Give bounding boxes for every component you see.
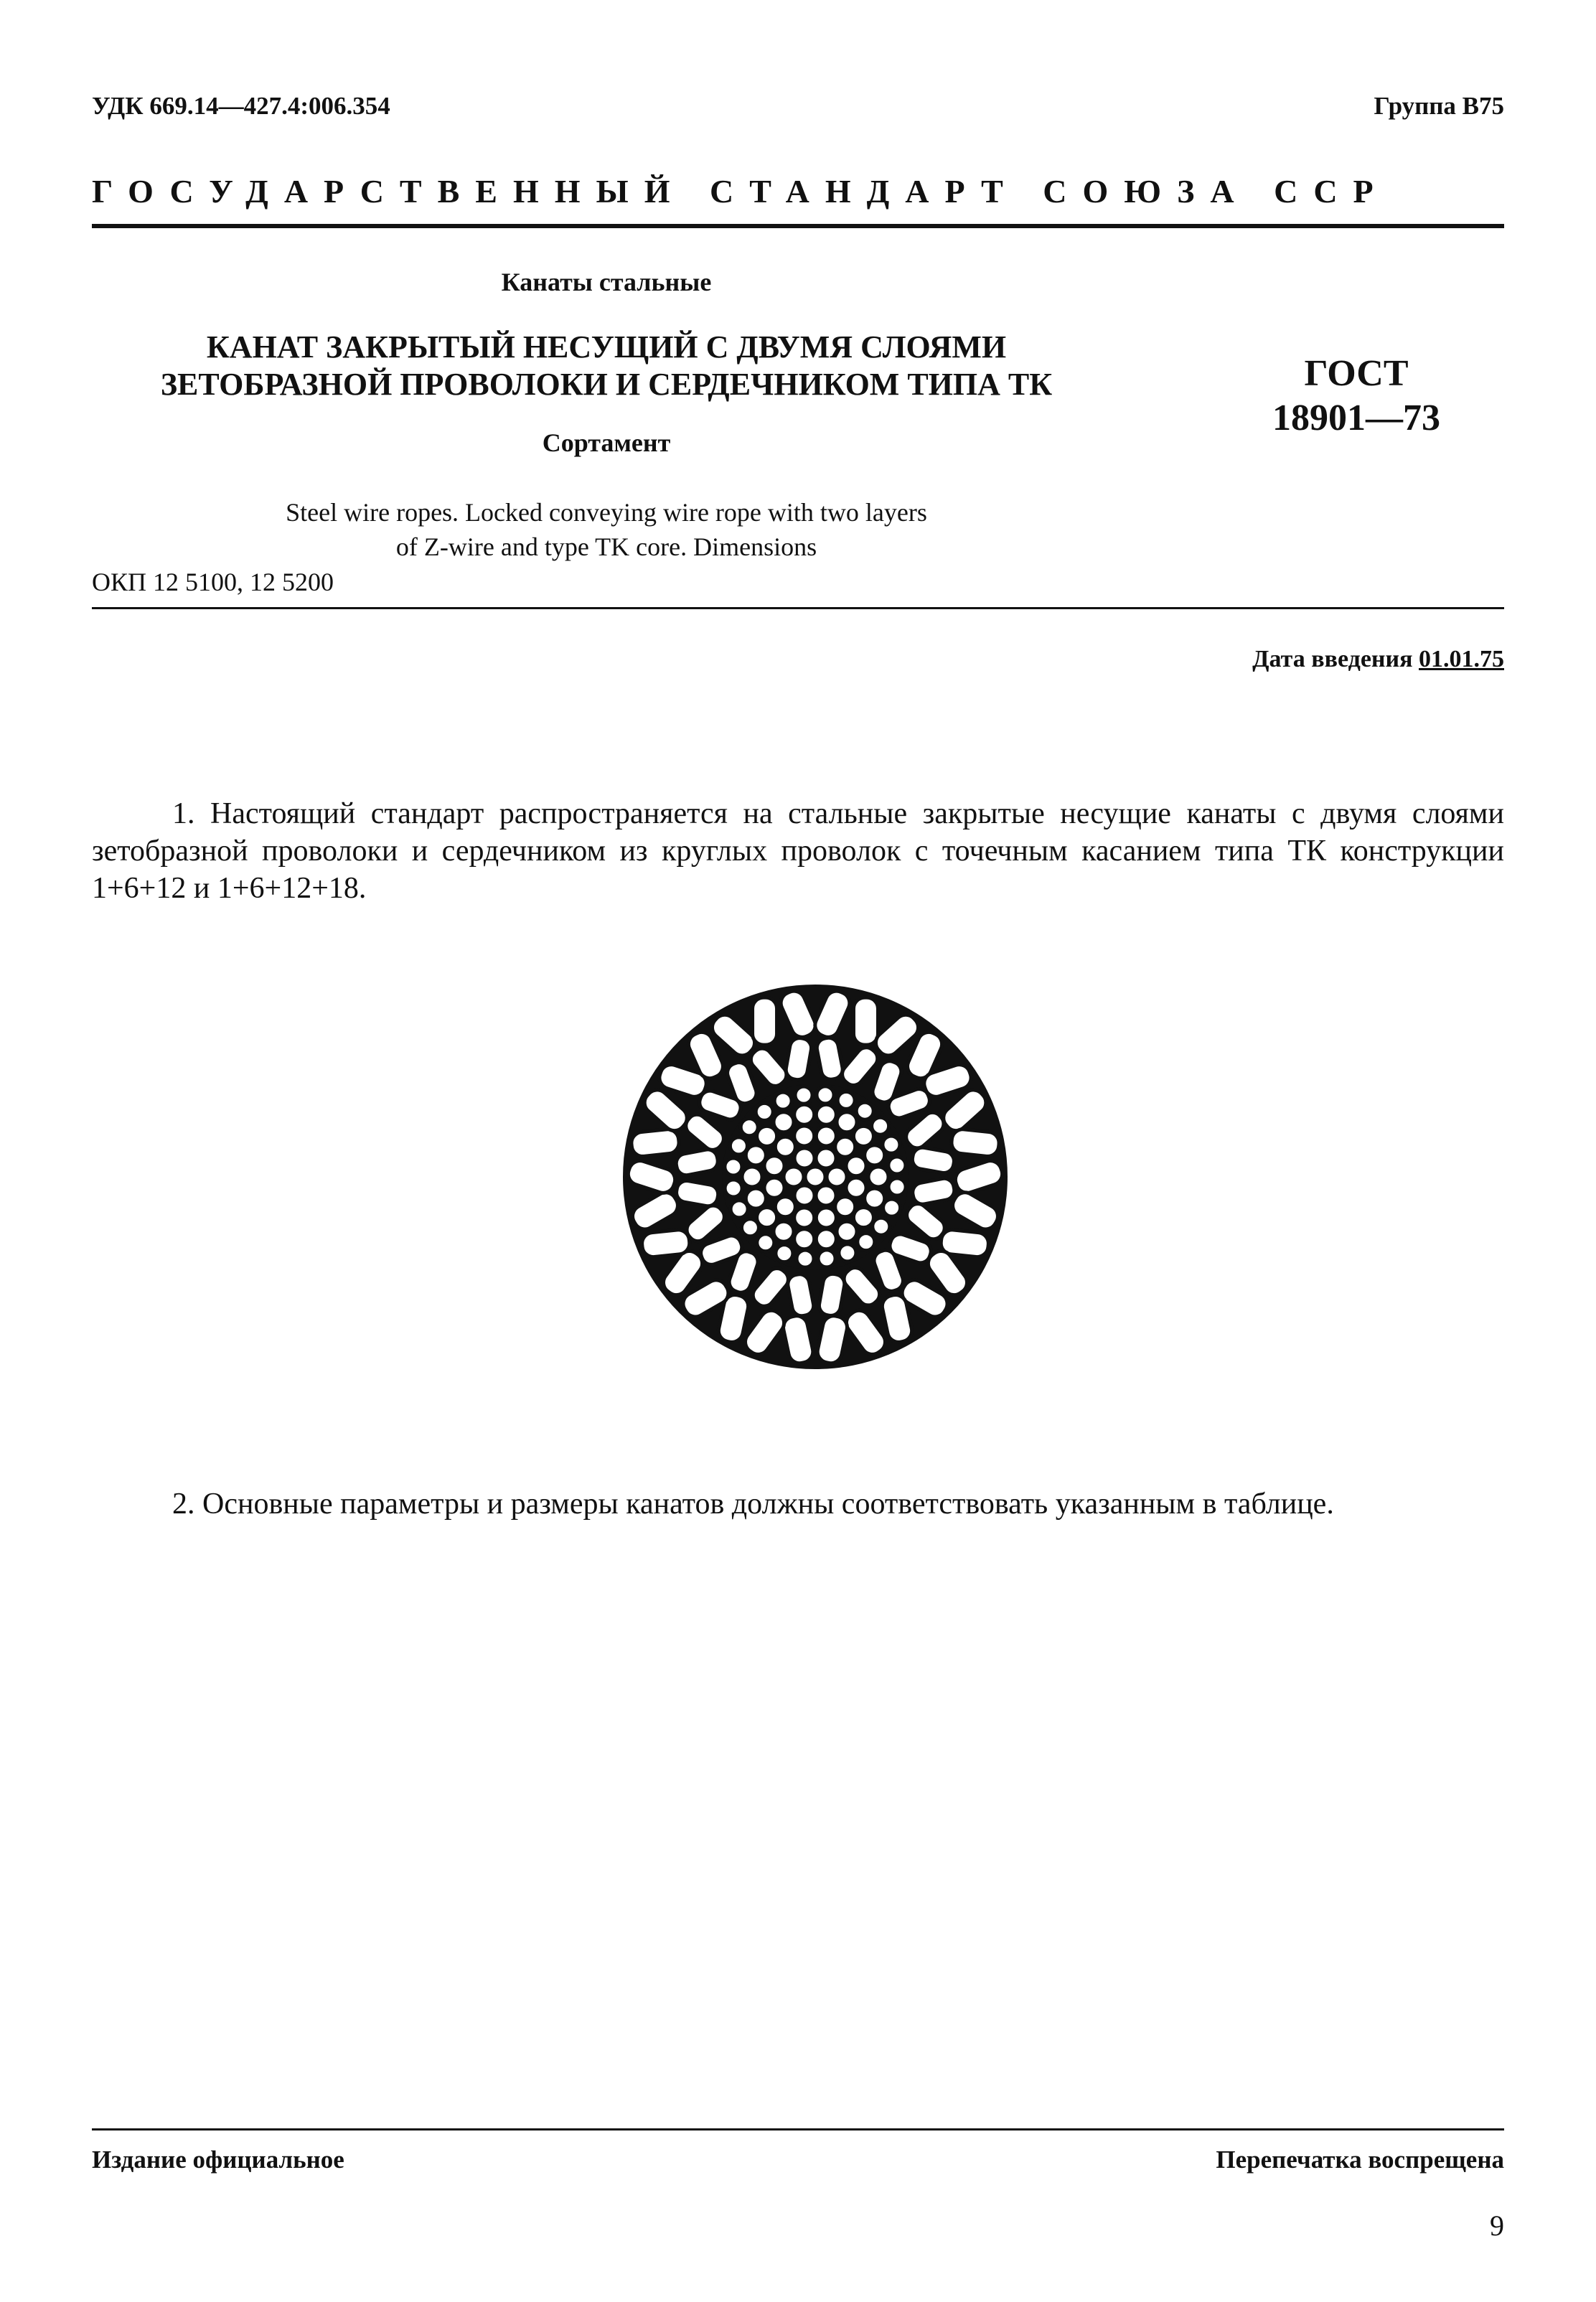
core-wire — [837, 1221, 857, 1241]
core-wire — [784, 1167, 804, 1187]
core-wire — [835, 1197, 855, 1217]
doc-title — [0, 329, 1213, 403]
english-title — [0, 495, 1213, 564]
gost-number: 18901—73 — [1272, 398, 1440, 438]
core-wire — [764, 1178, 784, 1198]
core-wire — [741, 1219, 759, 1236]
core-wire — [872, 1117, 889, 1134]
core-wire — [794, 1185, 815, 1206]
core-wire — [795, 1086, 812, 1104]
effective-date — [1252, 646, 1504, 673]
core-wire — [794, 1148, 815, 1168]
core-wire — [776, 1245, 793, 1262]
core-wire — [868, 1167, 888, 1187]
core-wire — [816, 1208, 836, 1228]
doc-title-line1: КАНАТ ЗАКРЫТЫЙ НЕСУЩИЙ С ДВУМЯ СЛОЯМИ — [206, 329, 1007, 365]
core-wire — [731, 1201, 748, 1218]
core-wire — [846, 1156, 866, 1176]
core-wire — [774, 1092, 792, 1109]
paragraph-1-text: 1. Настоящий стандарт распространяется на стальные закрытые несущие канаты с двумя слоями зетобразной проволоки и сердечником из круглых проволок с точечным касанием типа ТК конструкции 1+6+12 и 1+6+12+18. — [92, 797, 1504, 905]
core-wire — [794, 1126, 815, 1146]
reprint-note: Перепечатка воспрещена — [1216, 2146, 1504, 2174]
core-wire — [774, 1112, 794, 1132]
z-wire-outer — [641, 1228, 690, 1258]
core-wire — [741, 1119, 758, 1136]
gost-block — [1206, 352, 1507, 441]
core-wire — [794, 1208, 815, 1228]
title-rule — [92, 607, 1504, 609]
core-wire — [775, 1197, 795, 1217]
core-wire — [797, 1250, 814, 1267]
core-wire — [816, 1126, 836, 1146]
paragraph-1 — [92, 795, 1504, 907]
core-wire — [794, 1104, 815, 1124]
header-rule — [92, 224, 1504, 228]
doc-subtitle: Сортамент — [542, 428, 671, 457]
core-wire — [883, 1199, 901, 1216]
core-wire — [858, 1234, 875, 1251]
core-wire — [816, 1148, 836, 1168]
rope-cross-section-figure — [614, 976, 1016, 1378]
core-wire — [818, 1250, 835, 1267]
z-wire-outer — [950, 1128, 1000, 1157]
udk-code: УДК 669.14—427.4:006.354 — [92, 92, 390, 120]
core-wire — [888, 1157, 906, 1174]
core-wire — [853, 1208, 873, 1228]
core-wire — [888, 1178, 906, 1195]
english-title-line2: of Z-wire and type TK core. Dimensions — [395, 532, 817, 561]
z-wire-outer — [753, 997, 777, 1045]
core-wire — [725, 1180, 742, 1197]
core-wire — [816, 1185, 836, 1206]
core-wire — [837, 1112, 857, 1132]
footer-rule — [92, 2128, 1504, 2130]
core-wire — [764, 1156, 784, 1176]
core-wire — [775, 1137, 795, 1157]
core-wire — [816, 1104, 836, 1124]
paragraph-2: 2. Основные параметры и размеры канатов должны соответствовать указанным в таблице. — [172, 1488, 1334, 1521]
z-wire-outer — [853, 997, 878, 1045]
date-value: 01.01.75 — [1419, 646, 1504, 672]
core-wire — [817, 1086, 834, 1104]
core-wire — [805, 1167, 825, 1187]
edition-note: Издание официальное — [92, 2146, 344, 2174]
doc-title-line2: ЗЕТОБРАЗНОЙ ПРОВОЛОКИ И СЕРДЕЧНИКОМ ТИПА ТК — [160, 367, 1053, 402]
z-wire-outer — [630, 1128, 680, 1157]
core-wire — [856, 1102, 873, 1119]
group-code: Группа В75 — [1374, 92, 1504, 120]
core-wire — [816, 1229, 836, 1249]
core-wire — [756, 1103, 773, 1120]
standard-heading: ГОСУДАРСТВЕННЫЙ СТАНДАРТ СОЮЗА ССР — [92, 173, 1389, 210]
page-number: 9 — [1490, 2209, 1504, 2242]
okp-code: ОКП 12 5100, 12 5200 — [92, 568, 334, 596]
core-wire — [837, 1091, 855, 1109]
core-wire — [835, 1137, 855, 1157]
core-wire — [873, 1218, 890, 1235]
core-wire — [794, 1229, 815, 1249]
doc-category: Канаты стальные — [501, 268, 712, 296]
core-wire — [839, 1244, 856, 1262]
core-wire — [757, 1126, 777, 1146]
core-wire — [725, 1158, 742, 1175]
date-label: Дата введения — [1252, 646, 1413, 672]
core-wire — [774, 1221, 794, 1241]
core-wire — [827, 1167, 847, 1187]
gost-label: ГОСТ — [1304, 353, 1409, 394]
english-title-line1: Steel wire ropes. Locked conveying wire rope with two layers — [286, 498, 927, 527]
core-wire — [883, 1136, 900, 1153]
core-wire — [846, 1178, 866, 1198]
core-wire — [757, 1234, 774, 1251]
core-wire — [730, 1137, 747, 1155]
core-wire — [742, 1167, 762, 1187]
